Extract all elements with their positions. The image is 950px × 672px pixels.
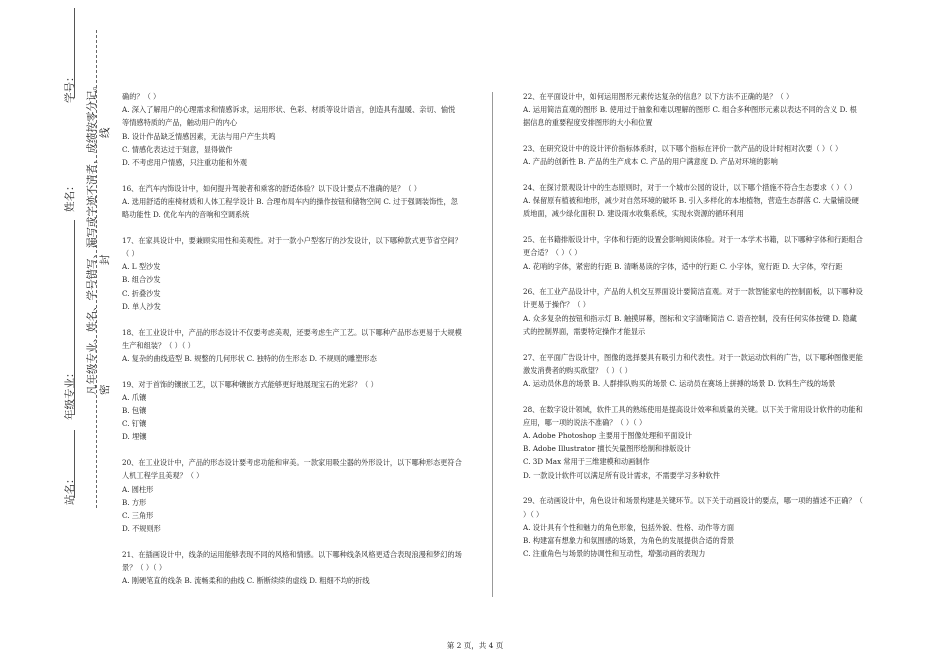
id-line[interactable] [74,8,75,98]
question-stem: 21、在插画设计中，线条的运用能够表现不同的风格和情感。以下哪种线条风格更适合表现浪漫和梦幻的场景？（ ）（ ） [122,549,462,573]
question-block [523,403,863,482]
answer-option[interactable]: A. 刚硬笔直的线条 B. 流畅柔和的曲线 C. 断断续续的虚线 D. 粗细不均的折线 [122,576,370,586]
question-stem: 16、在汽车内饰设计中，如何提升驾驶者和乘客的舒适体验？以下设计要点不准确的是？（ ） [122,183,421,193]
school-label: 站名： [64,473,76,505]
answer-option[interactable]: B. Adobe Illustrator 擅长矢量图形绘制和排版设计 [523,444,691,454]
major-name-line[interactable] [74,220,75,415]
left-column [122,90,462,600]
major-label: 年级专业： [64,367,76,420]
question-stem: 18、在工业设计中，产品的形态设计不仅要考虑美观，还要考虑生产工艺。以下哪种产品形态更易于大规模生产和组装？（ ）（ ） [122,327,462,350]
answer-option[interactable]: A. 复杂的曲线造型 B. 规整的几何形状 C. 独特的仿生形态 D. 不规则的雕塑形态 [122,353,377,363]
question-stem: 23、在研究设计中的设计评价指标体系时，以下哪个指标在评价一款产品的设计时相对次要（ ）（ ） [523,144,843,154]
answer-option[interactable]: A. 深入了解用户的心理需求和情感诉求，运用形状、色彩、材质等设计语言，创造具有温暖、亲切、愉悦等情感特质的产品，触动用户的内心 [122,105,456,128]
question-block [122,182,462,222]
answer-option[interactable]: A. 运动员休息的场景 B. 人群排队购买的场景 C. 运动员在赛场上拼搏的场景 D. 饮料生产线的场景 [523,378,836,388]
answer-option[interactable]: D. 一款设计软件可以满足所有设计需求，不需要学习多种软件 [523,470,720,480]
question-stem: 20、在工业设计中，产品的形态设计要考虑功能和审美。一款家用吸尘器的外形设计，以下哪种形态更符合人机工程学且美观？（ ） [122,458,462,481]
answer-option[interactable]: A. 保留原有植被和地形，减少对自然环境的破坏 B. 引入多样化的本地植物，营造生态群落 C. 大量铺设硬质地面，减少绿化面积 D. 建设雨水收集系统，实现水资源的循环利用 [523,196,859,219]
question-block [523,285,863,338]
question-stem: 17、在家具设计中，要兼顾实用性和美观性。对于一款小户型客厅的沙发设计，以下哪种款式更节省空间？（ ） [122,235,462,259]
answer-option[interactable]: C. 情感化表达过于刻意，显得做作 [122,144,233,154]
answer-option[interactable]: B. 设计作品缺乏情感因素，无法与用户产生共鸣 [122,131,276,141]
question-block [122,456,462,535]
school-line[interactable] [74,430,75,498]
page-footer: 第 2 页，共 4 页 [446,641,504,650]
question-stem: 19、对于首饰的镶嵌工艺，以下哪种镶嵌方式能够更好地展现宝石的光彩？（ ） [122,379,378,389]
answer-option[interactable]: D. 不规则形 [122,524,161,534]
seal-dashed-line [96,30,97,508]
answer-option[interactable]: C. 钉镶 [122,419,147,429]
binding-margin [0,0,110,672]
question-block [122,90,462,169]
answer-option[interactable]: A. L 型沙发 [122,262,161,272]
answer-option[interactable]: B. 构建富有想象力和氛围感的场景，为角色的发展提供合适的背景 [523,535,735,545]
answer-option[interactable]: D. 埋镶 [122,432,147,442]
answer-option[interactable]: A. 产品的创新性 B. 产品的生产成本 C. 产品的用户满意度 D. 产品对环境的影响 [523,157,778,167]
seal-mark-mi: 密 [99,384,111,395]
question-stem: 28、在数字设计领域，软件工具的熟练使用是提高设计效率和质量的关键。以下关于常用设计软件的功能和应用，哪一项的说法不准确？（ ）（ ） [523,404,863,427]
name-label: 姓名： [64,180,76,212]
question-block [122,548,462,588]
answer-option[interactable]: D. 单人沙发 [122,301,161,311]
answer-option[interactable]: A. 花哨的字体，紧密的行距 B. 清晰易读的字体，适中的行距 C. 小字体，宽行距 D. 大字体，窄行距 [523,261,843,271]
question-block [523,351,863,391]
question-block [122,326,462,366]
answer-option[interactable]: D. 不考虑用户情感，只注重功能和外观 [122,158,248,168]
question-block [523,233,863,273]
binding-warning: 凡年级专业、姓名、学号错写、漏写或字迹不清者，成绩按零分记。 [86,80,98,395]
question-block [523,494,863,560]
question-stem: 24、在探讨景观设计中的生态原则时，对于一个城市公园的设计，以下哪个措施不符合生态要求（ ）（ ） [523,183,857,193]
question-stem: 27、在平面广告设计中，图像的选择要具有吸引力和代表性。对于一款运动饮料的广告，以下哪种图像更能激发消费者的购买欲望？（ ）（ ） [523,352,863,375]
question-block [523,181,863,221]
answer-option[interactable]: A. 众多复杂的按钮和指示灯 B. 触摸屏幕，图标和文字清晰简洁 C. 语音控制，没有任何实体按键 D. 隐藏式的控制界面，需要特定操作才能显示 [523,313,857,336]
answer-option[interactable]: B. 包镶 [122,406,147,416]
answer-option[interactable]: C. 折叠沙发 [122,288,161,298]
question-stem: 26、在工业产品设计中，产品的人机交互界面设计要简洁直观。对于一款智能家电的控制面板，以下哪种设计更易于操作？（ ） [523,287,863,310]
answer-option[interactable]: C. 3D Max 常用于三维建模和动画制作 [523,457,650,467]
question-block [523,142,863,168]
question-stem: 确的？（ ） [122,92,161,101]
question-stem: 29、在动画设计中，角色设计和场景构建是关键环节。以下关于动画设计的要点，哪一项的描述不正确？（ ）（ ） [523,496,863,519]
answer-option[interactable]: A. 选用舒适的座椅材质和人体工程学设计 B. 合理布局车内的操作按钮和储物空间 C. 过于强调装饰性，忽略功能性 D. 优化车内的音响和空调系统 [122,196,458,220]
answer-option[interactable]: A. 设计具有个性和魅力的角色形象，包括外貌、性格、动作等方面 [523,522,735,532]
answer-option[interactable]: B. 组合沙发 [122,275,161,285]
seal-mark-xian: 线 [99,127,111,138]
answer-option[interactable]: C. 注重角色与场景的协调性和互动性，增强动画的表现力 [523,549,706,559]
right-column [523,90,863,573]
answer-option[interactable]: C. 三角形 [122,510,154,520]
answer-option[interactable]: A. Adobe Photoshop 主要用于图像处理和平面设计 [523,431,692,441]
answer-option[interactable]: A. 圆柱形 [122,484,154,494]
question-block [122,234,462,313]
question-block [523,90,863,130]
question-block [122,378,462,444]
seal-mark-feng: 封 [99,254,111,265]
answer-option[interactable]: A. 运用简洁直观的图形 B. 使用过于抽象和难以理解的图形 C. 组合多种图形元素以表达不同的含义 D. 根据信息的重要程度安排图形的大小和位置 [523,105,857,128]
answer-option[interactable]: A. 爪镶 [122,392,147,402]
column-divider [492,92,493,597]
question-stem: 22、在平面设计中，如何运用图形元素传达复杂的信息？以下方法不正确的是？（ ） [523,92,794,101]
id-label: 学号： [64,71,76,103]
answer-option[interactable]: B. 方形 [122,497,147,507]
question-stem: 25、在书籍排版设计中，字体和行距的设置会影响阅读体验。对于一本学术书籍，以下哪种字体和行距组合更合适？（ ）（ ） [523,235,863,258]
